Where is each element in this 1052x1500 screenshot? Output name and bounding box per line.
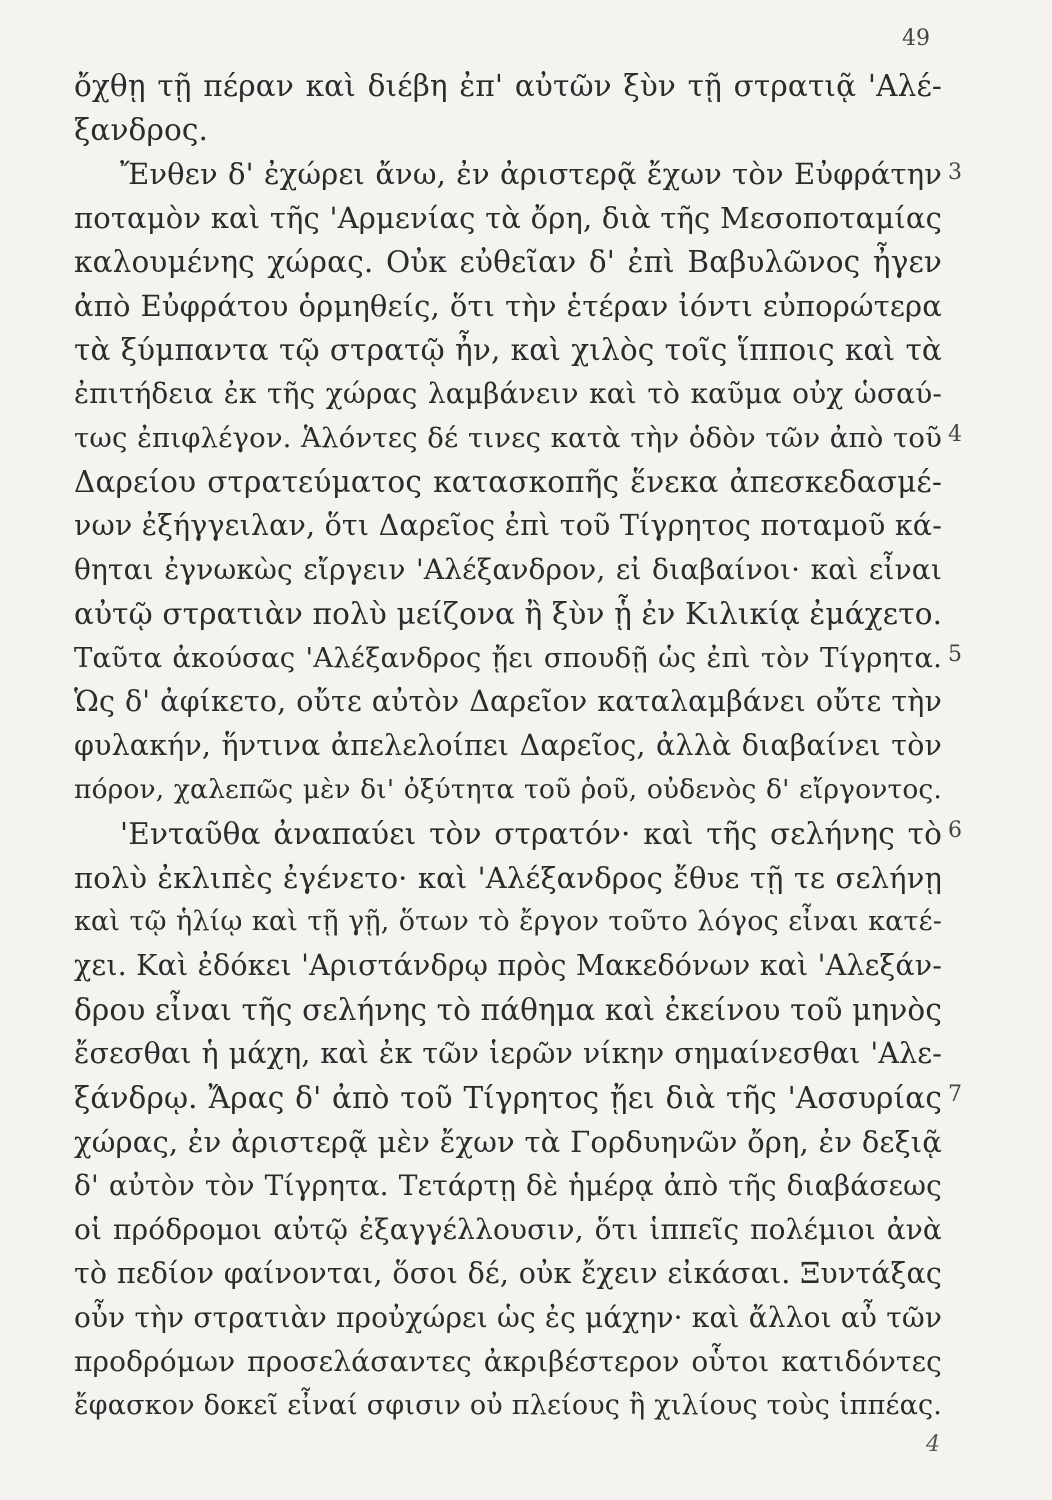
text-line: Ὡς δ' ἀφίκετο, οὔτε αὐτὸν Δαρεῖον καταλαμβάνει οὔτε τὴν xyxy=(74,685,942,718)
text-line: δρου εἶναι τῆς σελήνης τὸ πάθημα καὶ ἐκείνου τοῦ μηνὸς xyxy=(74,993,942,1027)
text-line: ξάνδρῳ. Ἄρας δ' ἀπὸ τοῦ Τίγρητος ᾔει διὰ τῆς 'Ασσυρίας xyxy=(74,1081,942,1115)
text-line: καὶ τῷ ἡλίῳ καὶ τῇ γῇ, ὅτων τὸ ἔργον τοῦτο λόγος εἶναι κατέ- xyxy=(74,906,942,937)
section-number: 5 xyxy=(948,642,962,667)
text-line: νων ἐξήγγειλαν, ὅτι Δαρεῖος ἐπὶ τοῦ Τίγρητος ποταμοῦ κά- xyxy=(74,509,942,542)
text-line: ἔσεσθαι ἡ μάχη, καὶ ἐκ τῶν ἱερῶν νίκην σημαίνεσθαι 'Αλε- xyxy=(74,1037,942,1070)
page-number: 49 xyxy=(902,26,930,51)
text-line: ξανδρος. xyxy=(74,113,209,147)
text-line: ποταμὸν καὶ τῆς 'Αρμενίας τὰ ὄρη, διὰ τῆς Μεσοποταμίας xyxy=(74,201,942,235)
section-number: 6 xyxy=(948,818,962,843)
text-line: τως ἐπιφλέγον. Ἁλόντες δέ τινες κατὰ τὴν ὁδὸν τῶν ἀπὸ τοῦ xyxy=(74,422,942,454)
text-line: προδρόμων προσελάσαντες ἀκριβέστερον οὗτοι κατιδόντες xyxy=(74,1345,942,1378)
text-line: χει. Καὶ ἐδόκει 'Αριστάνδρῳ πρὸς Μακεδόνων καὶ 'Αλεξάν- xyxy=(74,949,942,982)
text-line: Δαρείου στρατεύματος κατασκοπῆς ἕνεκα ἀπεσκεδασμέ- xyxy=(74,465,942,499)
text-line: θηται ἐγνωκὼς εἴργειν 'Αλέξανδρον, εἰ διαβαίνοι· καὶ εἶναι xyxy=(74,553,942,586)
section-number: 4 xyxy=(948,422,962,447)
text-line: φυλακήν, ἥντινα ἀπελελοίπει Δαρεῖος, ἀλλὰ διαβαίνει τὸν xyxy=(74,729,942,762)
text-line: χώρας, ἐν ἀριστερᾷ μὲν ἔχων τὰ Γορδυηνῶν ὄρη, ἐν δεξιᾷ xyxy=(74,1125,942,1159)
text-line: καλουμένης χώρας. Οὐκ εὐθεῖαν δ' ἐπὶ Βαβυλῶνος ἦγεν xyxy=(74,245,942,279)
text-line: ἐπιτήδεια ἐκ τῆς χώρας λαμβάνειν καὶ τὸ καῦμα οὐχ ὡσαύ- xyxy=(74,377,942,410)
text-line: τὰ ξύμπαντα τῷ στρατῷ ἦν, καὶ χιλὸς τοῖς ἵπποις καὶ τὰ xyxy=(74,333,942,367)
text-line: οἱ πρόδρομοι αὐτῷ ἐξαγγέλλουσιν, ὅτι ἱππεῖς πολέμιοι ἀνὰ xyxy=(74,1213,942,1246)
text-line: πόρον, χαλεπῶς μὲν δι' ὀξύτητα τοῦ ῥοῦ, οὐδενὸς δ' εἴργοντος. xyxy=(74,774,942,805)
text-line: οὖν τὴν στρατιὰν προὐχώρει ὡς ἐς μάχην· καὶ ἄλλοι αὖ τῶν xyxy=(74,1301,942,1334)
text-line: ἀπὸ Εὐφράτου ὁρμηθείς, ὅτι τὴν ἑτέραν ἰόντι εὐπορώτερα xyxy=(74,289,942,323)
text-line: ὄχθῃ τῇ πέραν καὶ διέβη ἐπ' αὐτῶν ξὺν τῇ στρατιᾷ 'Αλέ- xyxy=(74,69,942,103)
section-number: 3 xyxy=(948,160,962,185)
text-line: τὸ πεδίον φαίνονται, ὅσοι δέ, οὐκ ἔχειν εἰκάσαι. Ξυντάξας xyxy=(74,1257,942,1290)
text-line: Ταῦτα ἀκούσας 'Αλέξανδρος ᾔει σπουδῇ ὡς ἐπὶ τὸν Τίγρητα. xyxy=(74,642,942,674)
text-line: δ' αὐτὸν τὸν Τίγρητα. Τετάρτῃ δὲ ἡμέρᾳ ἀπὸ τῆς διαβάσεως xyxy=(74,1169,942,1202)
text-line: αὐτῷ στρατιὰν πολὺ μείζονα ἢ ξὺν ᾗ ἐν Κιλικίᾳ ἐμάχετο. xyxy=(74,597,943,631)
section-number: 7 xyxy=(948,1082,962,1107)
text-line: ἔφασκον δοκεῖ εἶναί σφισιν οὐ πλείους ἢ χιλίους τοὺς ἱππέας. xyxy=(74,1390,942,1421)
text-line: 'Ενταῦθα ἀναπαύει τὸν στρατόν· καὶ τῆς σελήνης τὸ xyxy=(120,817,942,851)
signature-mark: 4 xyxy=(926,1432,940,1457)
text-line: Ἔνθεν δ' ἐχώρει ἄνω, ἐν ἀριστερᾷ ἔχων τὸν Εὐφράτην xyxy=(120,157,942,191)
text-line: πολὺ ἐκλιπὲς ἐγένετο· καὶ 'Αλέξανδρος ἔθυε τῇ τε σελήνῃ xyxy=(74,861,942,895)
